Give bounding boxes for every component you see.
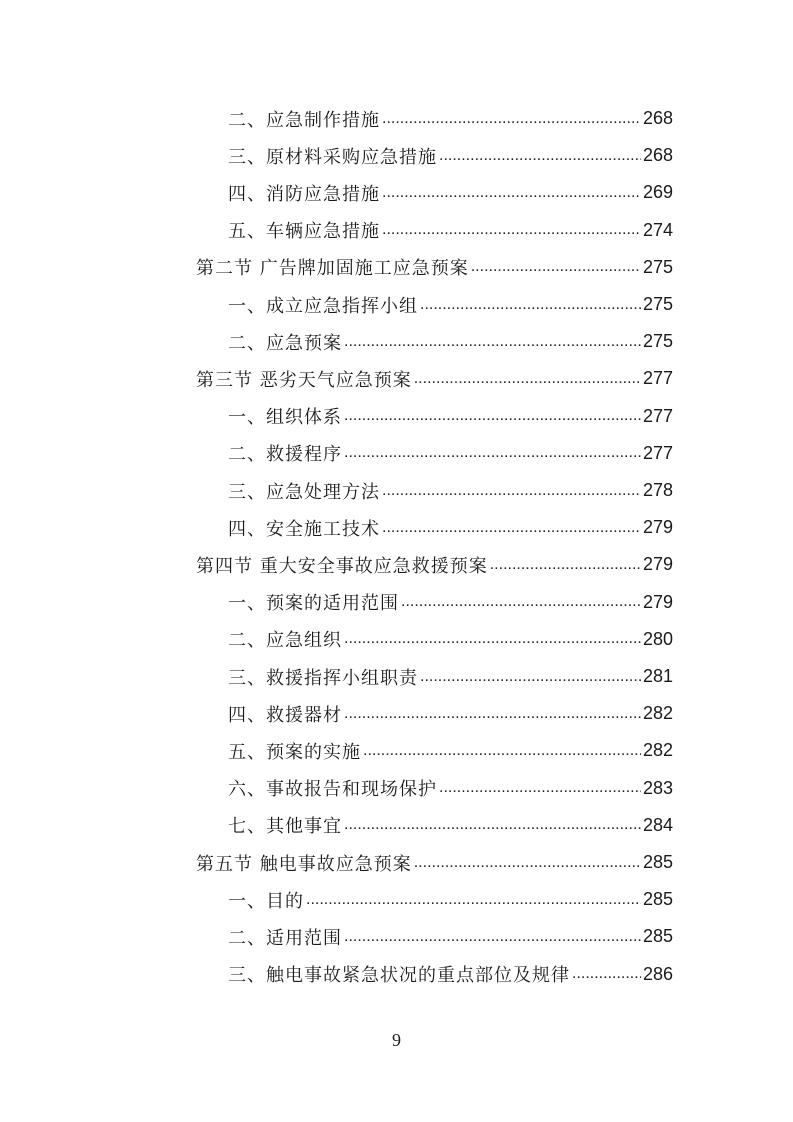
toc-entry-page: 268	[642, 145, 673, 166]
dot-leader	[471, 258, 641, 276]
toc-entry-title: 七、其他事宜	[228, 816, 342, 838]
toc-entry-title: 第四节 重大安全事故应急救援预案	[196, 555, 488, 577]
dot-leader	[344, 333, 641, 351]
toc-entry-title: 第二节 广告牌加固施工应急预案	[196, 258, 469, 280]
toc-entry[interactable]	[228, 174, 673, 211]
toc-entry-page: 282	[642, 703, 673, 724]
dot-leader	[414, 854, 641, 872]
toc-entry-title: 三、救援指挥小组职责	[228, 667, 418, 689]
toc-entry-page: 274	[642, 219, 673, 240]
toc-entry-page: 277	[642, 368, 673, 389]
toc-entry-title: 一、成立应急指挥小组	[228, 295, 418, 317]
dot-leader	[414, 370, 641, 388]
toc-entry[interactable]	[228, 509, 673, 546]
toc-entry[interactable]	[228, 770, 673, 807]
dot-leader	[420, 296, 641, 314]
toc-section-entry[interactable]	[196, 546, 673, 583]
dot-leader	[344, 705, 641, 723]
toc-entry-page: 285	[642, 852, 673, 872]
toc-entry[interactable]	[228, 212, 673, 249]
toc-entry[interactable]	[228, 584, 673, 621]
toc-entry[interactable]	[228, 695, 673, 732]
toc-entry-title: 一、组织体系	[228, 407, 342, 429]
dot-leader	[382, 221, 641, 239]
toc-entry-page: 279	[642, 591, 673, 612]
toc-entry[interactable]	[228, 621, 673, 658]
toc-entry-page: 280	[642, 628, 673, 649]
toc-entry-title: 第五节 触电事故应急预案	[196, 853, 412, 875]
toc-entry-page: 281	[642, 666, 673, 686]
dot-leader	[382, 519, 641, 537]
toc-entry-title: 五、车辆应急措施	[228, 221, 380, 243]
toc-entry-title: 四、救援器材	[228, 704, 342, 726]
dot-leader	[363, 742, 641, 760]
toc-entry-page: 278	[642, 480, 673, 500]
toc-entry-title: 二、应急组织	[228, 630, 342, 652]
toc-entry-page: 277	[642, 442, 673, 463]
toc-entry-page: 284	[642, 814, 673, 835]
toc-entry-page: 283	[642, 777, 673, 798]
toc-entry-title: 三、触电事故紧急状况的重点部位及规律	[228, 965, 570, 987]
toc-entry-page: 277	[642, 405, 673, 426]
toc-entry-title: 三、应急处理方法	[228, 481, 380, 503]
toc-entry[interactable]	[228, 100, 673, 137]
toc-entry-page: 268	[642, 108, 673, 128]
toc-entry-title: 二、适用范围	[228, 927, 342, 949]
toc-entry-title: 二、应急制作措施	[228, 109, 380, 131]
toc-entry[interactable]	[228, 732, 673, 769]
toc-entry-title: 二、救援程序	[228, 444, 342, 466]
toc-entry[interactable]	[228, 658, 673, 695]
toc-entry-title: 三、原材料采购应急措施	[228, 146, 437, 168]
toc-entry-page: 275	[642, 256, 673, 277]
toc-entry[interactable]	[228, 435, 673, 472]
toc-entry[interactable]	[228, 956, 673, 993]
toc-entry-title: 四、安全施工技术	[228, 518, 380, 540]
toc-entry-title: 六、事故报告和现场保护	[228, 779, 437, 801]
toc-entry[interactable]	[228, 472, 673, 509]
dot-leader	[382, 482, 641, 500]
toc-entry-page: 286	[642, 963, 673, 984]
dot-leader	[420, 668, 641, 686]
toc-entry-page: 275	[642, 294, 673, 314]
toc-entry-page: 269	[642, 182, 673, 203]
toc-section-entry[interactable]	[196, 249, 673, 286]
toc-entry-title: 五、预案的实施	[228, 741, 361, 763]
dot-leader	[344, 816, 641, 834]
dot-leader	[344, 630, 641, 648]
toc-entry[interactable]	[228, 286, 673, 323]
toc-entry-page: 279	[642, 554, 673, 575]
dot-leader	[344, 444, 641, 462]
toc-entry-title: 第三节 恶劣天气应急预案	[196, 369, 412, 391]
toc-entry[interactable]	[228, 398, 673, 435]
dot-leader	[401, 593, 641, 611]
toc-section-entry[interactable]	[196, 844, 673, 881]
dot-leader	[382, 184, 641, 202]
toc-entry-page: 279	[642, 517, 673, 538]
dot-leader	[306, 891, 641, 909]
toc-entry-title: 一、目的	[228, 890, 304, 912]
toc-entry-page: 285	[642, 889, 673, 910]
toc-entry[interactable]	[228, 918, 673, 955]
toc-entry-page: 285	[642, 926, 673, 947]
toc-entry-title: 二、应急预案	[228, 332, 342, 354]
toc-entry[interactable]	[228, 323, 673, 360]
dot-leader	[344, 928, 641, 946]
dot-leader	[439, 779, 641, 797]
toc-entry[interactable]	[228, 881, 673, 918]
dot-leader	[490, 556, 641, 574]
toc-entry[interactable]	[228, 137, 673, 174]
dot-leader	[572, 965, 641, 983]
dot-leader	[382, 110, 641, 128]
toc-section-entry[interactable]	[196, 360, 673, 397]
dot-leader	[344, 407, 641, 425]
toc-entry-page: 275	[642, 331, 673, 352]
dot-leader	[439, 147, 641, 165]
toc-entry-title: 一、预案的适用范围	[228, 593, 399, 615]
toc-entry[interactable]	[228, 807, 673, 844]
toc-entry-page: 282	[642, 740, 673, 761]
toc-entry-title: 四、消防应急措施	[228, 183, 380, 205]
page-number: 9	[392, 1030, 401, 1050]
